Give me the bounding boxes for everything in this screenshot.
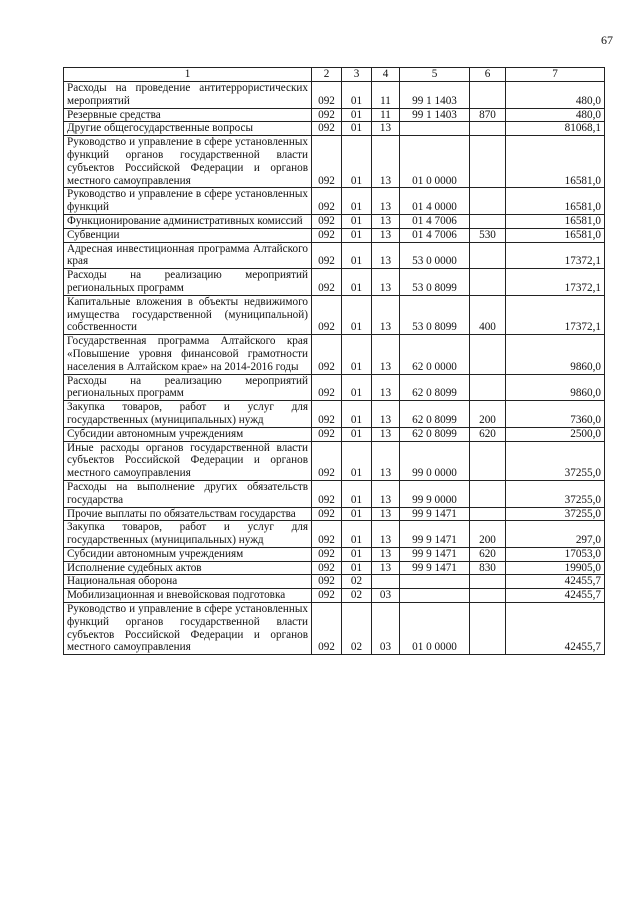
ministry-code: 092	[312, 507, 342, 521]
section-code: 01	[342, 122, 372, 136]
header-cell: 4	[372, 68, 400, 82]
header-cell: 6	[470, 68, 506, 82]
expense-type-code	[470, 269, 506, 296]
subsection-code: 13	[372, 374, 400, 401]
ministry-code: 092	[312, 122, 342, 136]
ministry-code: 092	[312, 589, 342, 603]
subsection-code: 13	[372, 507, 400, 521]
expense-type-code	[470, 603, 506, 655]
table-body	[64, 82, 605, 655]
section-code: 02	[342, 603, 372, 655]
ministry-code: 092	[312, 136, 342, 188]
table-row	[64, 214, 605, 228]
budget-table	[63, 67, 605, 655]
expense-type-code	[470, 335, 506, 374]
ministry-code: 092	[312, 374, 342, 401]
ministry-code: 092	[312, 108, 342, 122]
amount: 37255,0	[506, 507, 605, 521]
table-row	[64, 335, 605, 374]
ministry-code: 092	[312, 603, 342, 655]
row-name: Расходы на выполнение других обязательств государства	[64, 480, 312, 507]
expense-type-code	[470, 122, 506, 136]
subsection-code: 13	[372, 214, 400, 228]
expense-type-code	[470, 214, 506, 228]
section-code: 01	[342, 108, 372, 122]
subsection-code: 13	[372, 269, 400, 296]
row-name: Субвенции	[64, 228, 312, 242]
row-name: Функционирование административных комиссий	[64, 214, 312, 228]
section-code: 01	[342, 228, 372, 242]
subsection-code: 13	[372, 521, 400, 548]
ministry-code: 092	[312, 521, 342, 548]
amount: 16581,0	[506, 228, 605, 242]
row-name: Закупка товаров, работ и услуг для государственных (муниципальных) нужд	[64, 521, 312, 548]
target-article-code: 99 9 0000	[400, 480, 470, 507]
section-code: 01	[342, 82, 372, 109]
subsection-code: 13	[372, 136, 400, 188]
table-row	[64, 521, 605, 548]
table-row	[64, 575, 605, 589]
ministry-code: 092	[312, 335, 342, 374]
amount: 16581,0	[506, 136, 605, 188]
row-name: Расходы на реализацию мероприятий региональных программ	[64, 269, 312, 296]
section-code: 01	[342, 295, 372, 334]
subsection-code: 13	[372, 335, 400, 374]
header-cell: 1	[64, 68, 312, 82]
amount: 9860,0	[506, 335, 605, 374]
expense-type-code	[470, 480, 506, 507]
section-code: 01	[342, 507, 372, 521]
table-row	[64, 188, 605, 215]
ministry-code: 092	[312, 228, 342, 242]
target-article-code: 62 0 8099	[400, 374, 470, 401]
target-article-code: 99 1 1403	[400, 108, 470, 122]
table-row	[64, 480, 605, 507]
subsection-code: 13	[372, 547, 400, 561]
section-code: 01	[342, 136, 372, 188]
ministry-code: 092	[312, 441, 342, 480]
subsection-code: 13	[372, 480, 400, 507]
expense-type-code: 870	[470, 108, 506, 122]
amount: 480,0	[506, 82, 605, 109]
section-code: 01	[342, 214, 372, 228]
table-row	[64, 441, 605, 480]
section-code: 01	[342, 427, 372, 441]
table-row	[64, 427, 605, 441]
target-article-code: 99 9 1471	[400, 547, 470, 561]
amount: 16581,0	[506, 188, 605, 215]
target-article-code: 53 0 0000	[400, 242, 470, 269]
expense-type-code: 830	[470, 561, 506, 575]
expense-type-code	[470, 82, 506, 109]
table-row	[64, 82, 605, 109]
amount: 17372,1	[506, 269, 605, 296]
table-row	[64, 295, 605, 334]
row-name: Субсидии автономным учреждениям	[64, 427, 312, 441]
header-cell: 2	[312, 68, 342, 82]
amount: 81068,1	[506, 122, 605, 136]
table-row	[64, 589, 605, 603]
target-article-code: 99 9 1471	[400, 507, 470, 521]
amount: 42455,7	[506, 589, 605, 603]
amount: 16581,0	[506, 214, 605, 228]
subsection-code: 13	[372, 441, 400, 480]
amount: 2500,0	[506, 427, 605, 441]
amount: 19905,0	[506, 561, 605, 575]
row-name: Расходы на реализацию мероприятий региональных программ	[64, 374, 312, 401]
expense-type-code	[470, 507, 506, 521]
row-name: Государственная программа Алтайского края «Повышение уровня финансовой грамотности населения в Алтайском крае» на 2014-2016 годы	[64, 335, 312, 374]
expense-type-code	[470, 575, 506, 589]
section-code: 01	[342, 441, 372, 480]
target-article-code	[400, 575, 470, 589]
section-code: 01	[342, 561, 372, 575]
amount: 7360,0	[506, 401, 605, 428]
target-article-code: 99 1 1403	[400, 82, 470, 109]
amount: 37255,0	[506, 480, 605, 507]
row-name: Адресная инвестиционная программа Алтайского края	[64, 242, 312, 269]
row-name: Другие общегосударственные вопросы	[64, 122, 312, 136]
row-name: Капитальные вложения в объекты недвижимого имущества государственной (муниципальной) собственности	[64, 295, 312, 334]
target-article-code: 01 4 7006	[400, 228, 470, 242]
target-article-code: 62 0 8099	[400, 401, 470, 428]
expense-type-code: 200	[470, 401, 506, 428]
section-code: 02	[342, 589, 372, 603]
ministry-code: 092	[312, 82, 342, 109]
row-name: Исполнение судебных актов	[64, 561, 312, 575]
target-article-code: 99 0 0000	[400, 441, 470, 480]
target-article-code: 62 0 8099	[400, 427, 470, 441]
header-cell: 7	[506, 68, 605, 82]
amount: 9860,0	[506, 374, 605, 401]
expense-type-code	[470, 188, 506, 215]
row-name: Руководство и управление в сфере установленных функций органов государственной власти субъектов Российской Федерации и органов местного самоуправления	[64, 603, 312, 655]
amount: 480,0	[506, 108, 605, 122]
expense-type-code: 620	[470, 547, 506, 561]
subsection-code: 11	[372, 82, 400, 109]
target-article-code	[400, 589, 470, 603]
section-code: 01	[342, 269, 372, 296]
amount: 17372,1	[506, 242, 605, 269]
section-code: 01	[342, 188, 372, 215]
section-code: 01	[342, 480, 372, 507]
ministry-code: 092	[312, 480, 342, 507]
table-row	[64, 547, 605, 561]
target-article-code: 99 9 1471	[400, 561, 470, 575]
section-code: 01	[342, 335, 372, 374]
amount: 42455,7	[506, 603, 605, 655]
ministry-code: 092	[312, 561, 342, 575]
section-code: 01	[342, 242, 372, 269]
ministry-code: 092	[312, 547, 342, 561]
row-name: Резервные средства	[64, 108, 312, 122]
header-cell: 3	[342, 68, 372, 82]
header-row	[64, 68, 605, 82]
page-number: 67	[601, 33, 613, 47]
row-name: Национальная оборона	[64, 575, 312, 589]
target-article-code: 62 0 0000	[400, 335, 470, 374]
row-name: Закупка товаров, работ и услуг для государственных (муниципальных) нужд	[64, 401, 312, 428]
expense-type-code	[470, 242, 506, 269]
row-name: Иные расходы органов государственной власти субъектов Российской Федерации и органов местного самоуправления	[64, 441, 312, 480]
section-code: 01	[342, 401, 372, 428]
section-code: 01	[342, 374, 372, 401]
ministry-code: 092	[312, 214, 342, 228]
ministry-code: 092	[312, 269, 342, 296]
table-row	[64, 269, 605, 296]
target-article-code: 99 9 1471	[400, 521, 470, 548]
subsection-code: 03	[372, 589, 400, 603]
section-code: 02	[342, 575, 372, 589]
ministry-code: 092	[312, 188, 342, 215]
subsection-code: 13	[372, 295, 400, 334]
subsection-code: 13	[372, 427, 400, 441]
target-article-code	[400, 122, 470, 136]
target-article-code: 53 0 8099	[400, 295, 470, 334]
table-row	[64, 242, 605, 269]
subsection-code: 03	[372, 603, 400, 655]
subsection-code: 13	[372, 561, 400, 575]
row-name: Руководство и управление в сфере установленных функций	[64, 188, 312, 215]
expense-type-code: 530	[470, 228, 506, 242]
section-code: 01	[342, 547, 372, 561]
subsection-code: 13	[372, 122, 400, 136]
table-row	[64, 401, 605, 428]
amount: 42455,7	[506, 575, 605, 589]
table-row	[64, 228, 605, 242]
row-name: Расходы на проведение антитеррористических мероприятий	[64, 82, 312, 109]
subsection-code	[372, 575, 400, 589]
expense-type-code: 200	[470, 521, 506, 548]
subsection-code: 13	[372, 401, 400, 428]
ministry-code: 092	[312, 427, 342, 441]
expense-type-code	[470, 374, 506, 401]
amount: 37255,0	[506, 441, 605, 480]
table-row	[64, 136, 605, 188]
section-code: 01	[342, 521, 372, 548]
row-name: Мобилизационная и вневойсковая подготовка	[64, 589, 312, 603]
ministry-code: 092	[312, 295, 342, 334]
target-article-code: 01 0 0000	[400, 603, 470, 655]
subsection-code: 11	[372, 108, 400, 122]
ministry-code: 092	[312, 242, 342, 269]
subsection-code: 13	[372, 188, 400, 215]
table-row	[64, 122, 605, 136]
table-row	[64, 108, 605, 122]
amount: 297,0	[506, 521, 605, 548]
ministry-code: 092	[312, 401, 342, 428]
expense-type-code	[470, 136, 506, 188]
expense-type-code	[470, 589, 506, 603]
expense-type-code	[470, 441, 506, 480]
target-article-code: 01 0 0000	[400, 136, 470, 188]
amount: 17372,1	[506, 295, 605, 334]
row-name: Субсидии автономным учреждениям	[64, 547, 312, 561]
subsection-code: 13	[372, 242, 400, 269]
target-article-code: 01 4 0000	[400, 188, 470, 215]
subsection-code: 13	[372, 228, 400, 242]
amount: 17053,0	[506, 547, 605, 561]
expense-type-code: 620	[470, 427, 506, 441]
ministry-code: 092	[312, 575, 342, 589]
table-row	[64, 507, 605, 521]
header-cell: 5	[400, 68, 470, 82]
table-row	[64, 561, 605, 575]
row-name: Прочие выплаты по обязательствам государства	[64, 507, 312, 521]
expense-type-code: 400	[470, 295, 506, 334]
table-row	[64, 603, 605, 655]
table-row	[64, 374, 605, 401]
target-article-code: 01 4 7006	[400, 214, 470, 228]
row-name: Руководство и управление в сфере установленных функций органов государственной власти субъектов Российской Федерации и органов местного самоуправления	[64, 136, 312, 188]
target-article-code: 53 0 8099	[400, 269, 470, 296]
